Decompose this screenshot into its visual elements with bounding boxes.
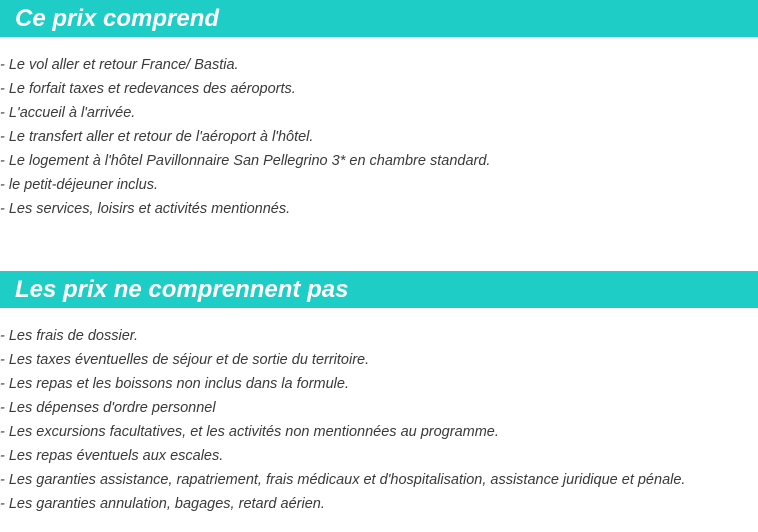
included-item-flight: - Le vol aller et retour France/ Bastia. — [0, 57, 239, 73]
excluded-item-meals-drinks: - Les repas et les boissons non inclus dans la formule. — [0, 376, 349, 392]
excluded-item-cancellation-insurance: - Les garanties annulation, bagages, retard aérien. — [0, 496, 325, 512]
excluded-item-assistance-insurance: - Les garanties assistance, rapatriement, frais médicaux et d'hospitalisation, assistance juridique et pénale. — [0, 472, 686, 488]
excluded-item-stopover-meals: - Les repas éventuels aux escales. — [0, 448, 224, 464]
excluded-section-title: Les prix ne comprennent pas — [0, 271, 758, 308]
included-items-list — [0, 53, 490, 221]
included-item-breakfast: - le petit-déjeuner inclus. — [0, 177, 158, 193]
included-item-services: - Les services, loisirs et activités mentionnés. — [0, 201, 291, 217]
included-item-transfer: - Le transfert aller et retour de l'aéroport à l'hôtel. — [0, 129, 314, 145]
included-item-airport-taxes: - Le forfait taxes et redevances des aéroports. — [0, 81, 296, 97]
excluded-item-booking-fees: - Les frais de dossier. — [0, 328, 139, 344]
excluded-item-excursions: - Les excursions facultatives, et les activités non mentionnées au programme. — [0, 424, 499, 440]
excluded-item-personal-expenses: - Les dépenses d'ordre personnel — [0, 400, 216, 416]
excluded-items-list — [0, 324, 685, 516]
included-item-accommodation: - Le logement à l'hôtel Pavillonnaire San Pellegrino 3* en chambre standard. — [0, 153, 491, 169]
included-section-title: Ce prix comprend — [0, 0, 758, 37]
included-item-welcome: - L'accueil à l'arrivée. — [0, 105, 136, 121]
excluded-item-stay-taxes: - Les taxes éventuelles de séjour et de sortie du territoire. — [0, 352, 370, 368]
